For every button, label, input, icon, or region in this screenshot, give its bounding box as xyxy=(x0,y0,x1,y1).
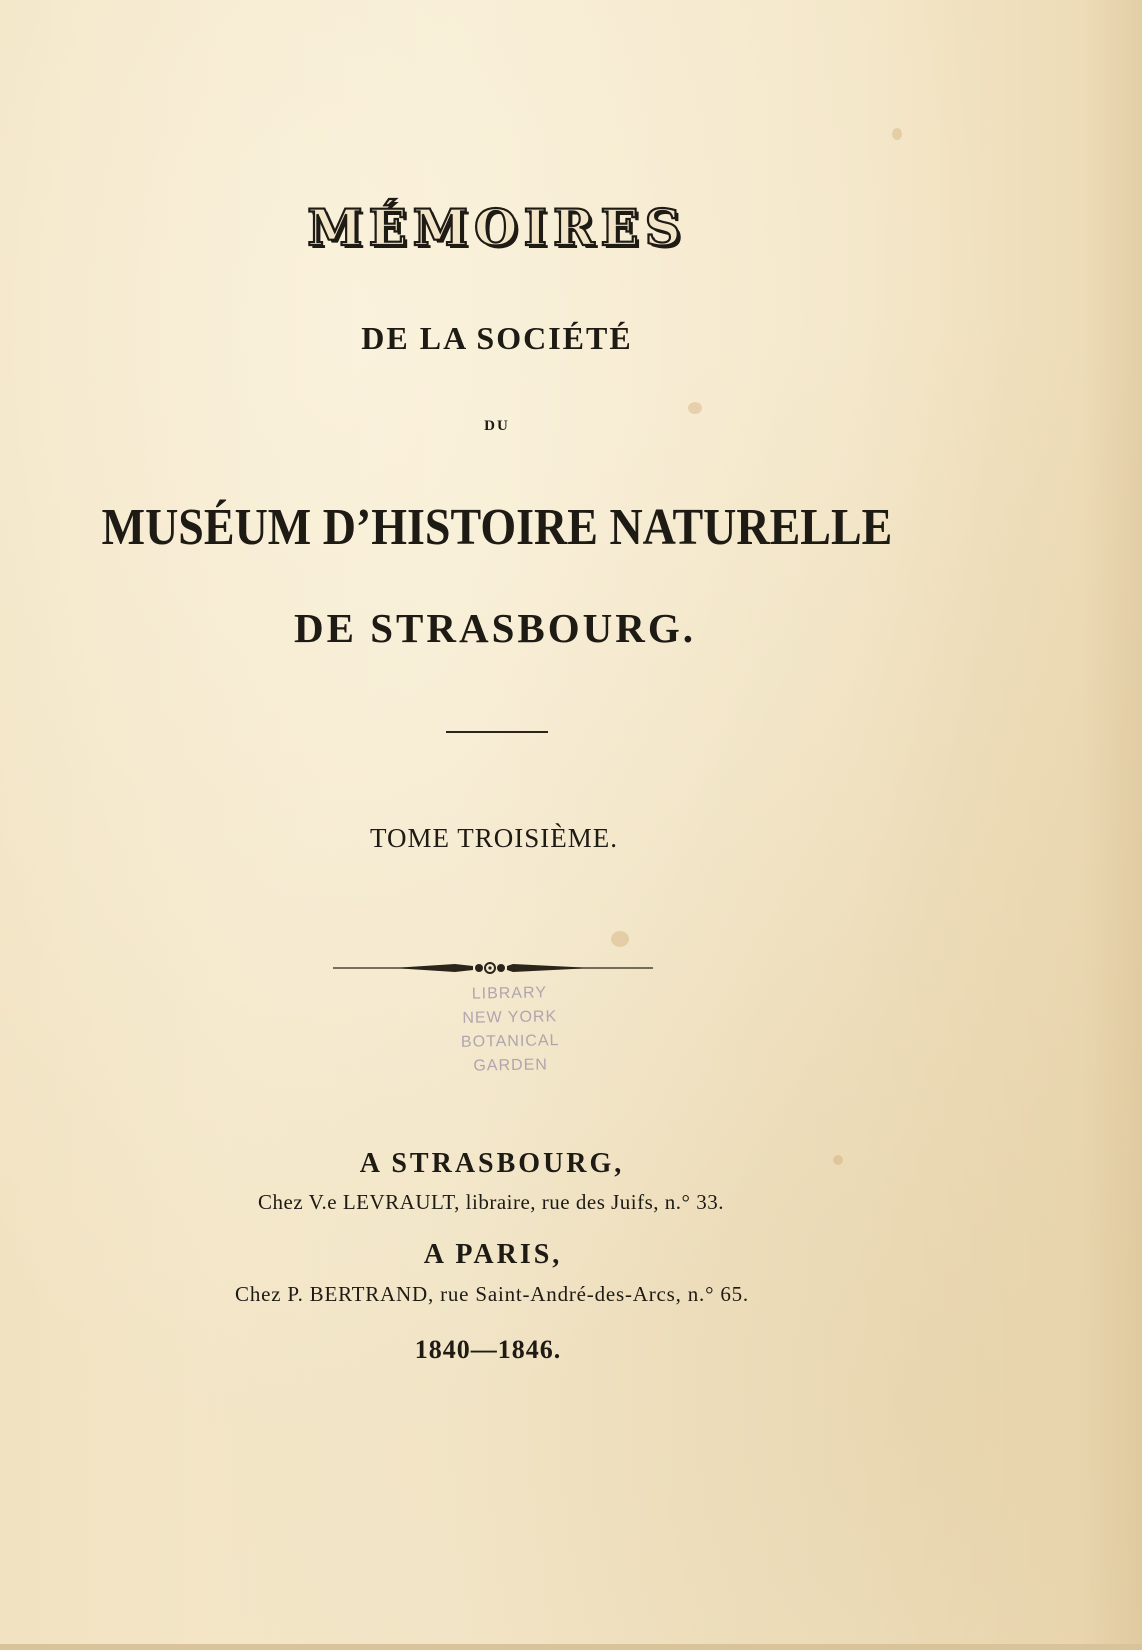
paper-stain xyxy=(611,931,629,947)
paper-stain xyxy=(833,1155,843,1165)
title-memoires: MÉMOIRES xyxy=(307,198,687,257)
imprint-city-strasbourg: A STRASBOURG, xyxy=(359,1148,625,1179)
stamp-line: GARDEN xyxy=(473,1056,548,1075)
title-societe: DE LA SOCIÉTÉ xyxy=(361,320,633,356)
title-du: DU xyxy=(484,418,510,434)
paper-stain xyxy=(688,402,702,414)
ornament-divider xyxy=(333,958,653,978)
title-museum: MUSÉUM D’HISTOIRE NATURELLE xyxy=(101,497,893,556)
library-stamp xyxy=(444,981,576,1079)
divider-rule xyxy=(446,731,548,733)
paper-stain xyxy=(892,128,902,140)
imprint-publisher-levrault: Chez V.e LEVRAULT, libraire, rue des Juifs, n.° 33. xyxy=(258,1190,724,1214)
stamp-line: NEW YORK xyxy=(462,1008,558,1027)
stamp-line: BOTANICAL xyxy=(460,1032,560,1051)
imprint-city-paris: A PARIS, xyxy=(423,1239,563,1270)
volume-label: TOME TROISIÈME. xyxy=(369,823,619,853)
page-bottom-edge xyxy=(0,1644,1142,1650)
page-edge-shadow xyxy=(1082,0,1142,1650)
imprint-publisher-bertrand: Chez P. BERTRAND, rue Saint-André-des-Arcs, n.° 65. xyxy=(235,1282,749,1306)
stamp-line: LIBRARY xyxy=(471,984,548,1003)
publication-dates: 1840—1846. xyxy=(414,1335,562,1364)
title-strasbourg: DE STRASBOURG. xyxy=(294,605,696,651)
